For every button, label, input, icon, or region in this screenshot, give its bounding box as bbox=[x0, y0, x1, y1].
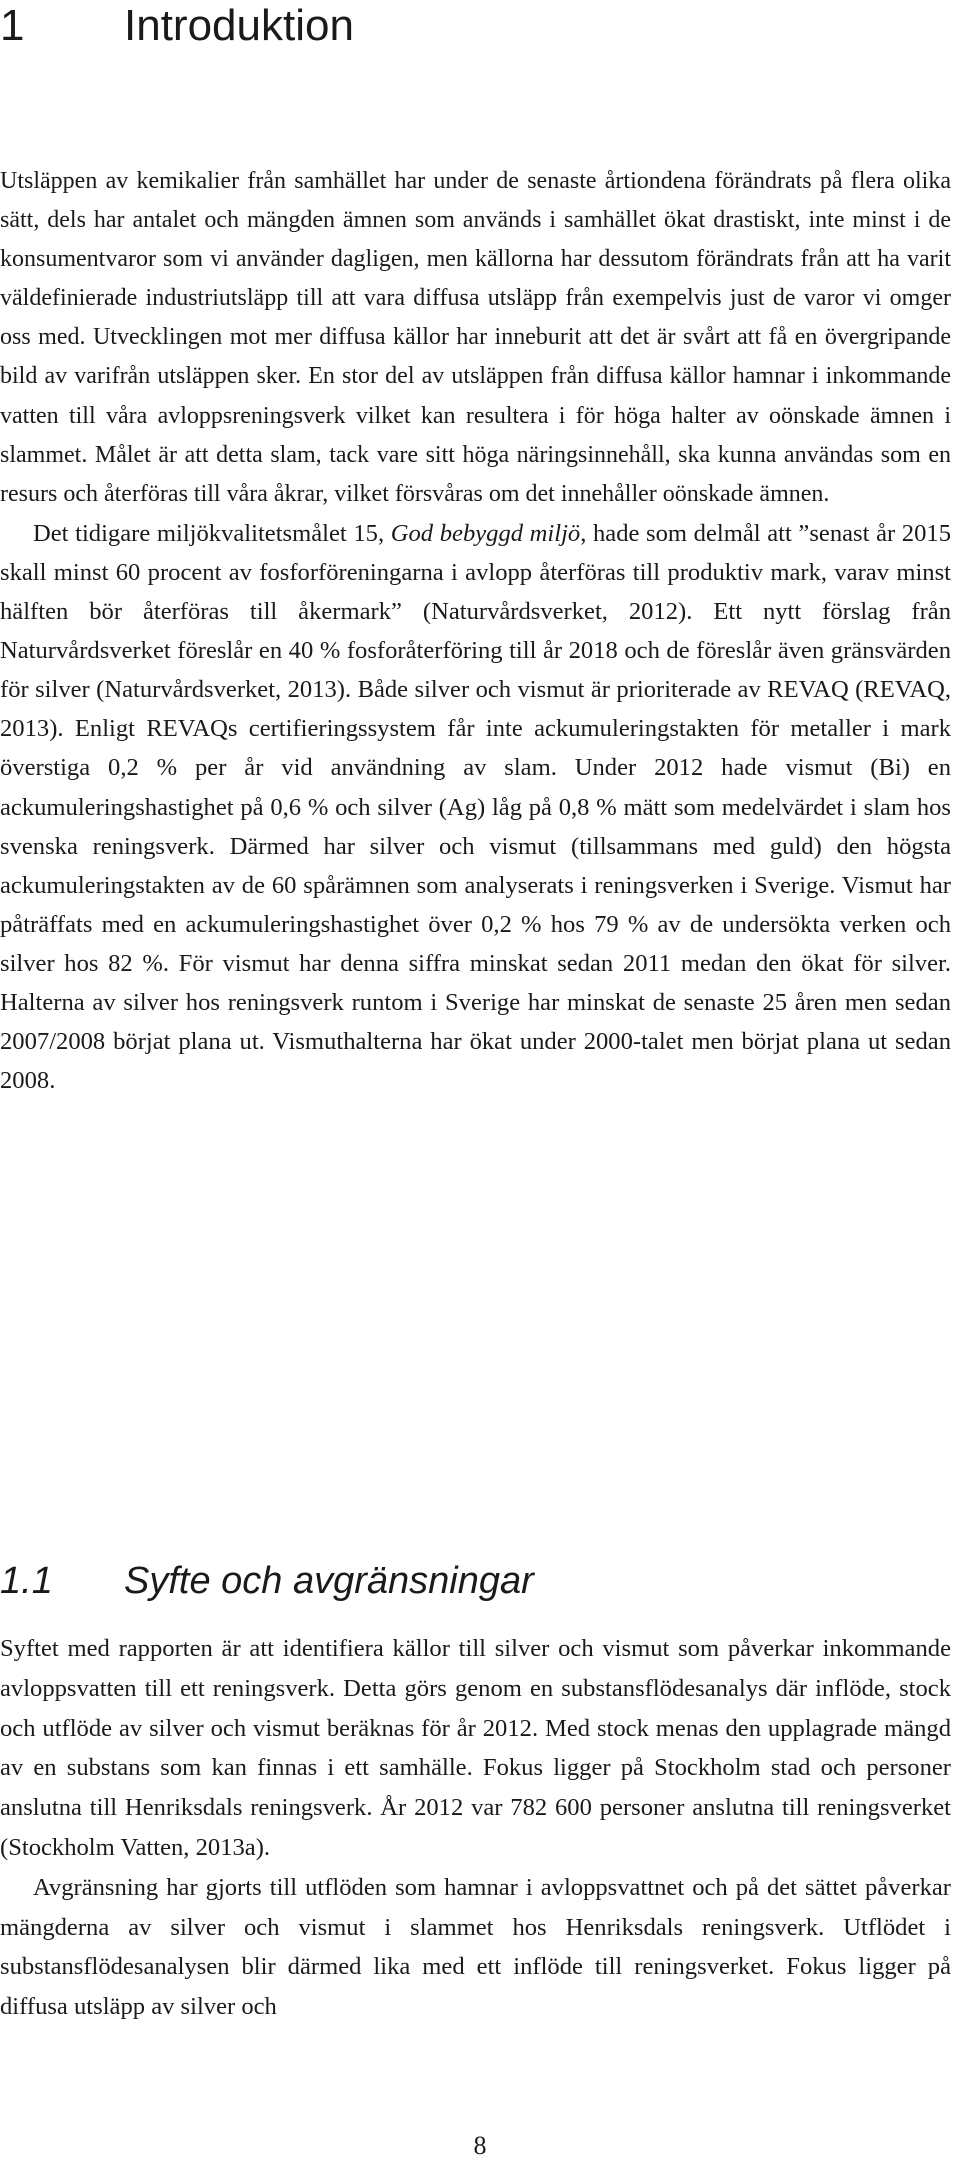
intro-paragraph-2 bbox=[0, 514, 951, 1100]
intro-paragraph-2-start: Det tidigare miljökvalitetsmålet 15, bbox=[33, 519, 391, 547]
intro-body bbox=[0, 162, 951, 1100]
section-paragraph-1: Syftet med rapporten är att identifiera källor till silver och vismut som påverkar inkommande avloppsvatten till ett reningsverk. Detta görs genom en substansflödesanalys där inflöde, stock och utflöde av silver och vismut beräknas för år 2012. Med stock menas den upplagrade mängd av en substans som kan finnas i ett samhälle. Fokus ligger på Stockholm stad och personer anslutna till Henriksdals reningsverk. År 2012 var 782 600 personer anslutna till reningsverket (Stockholm Vatten, 2013a). bbox=[0, 1635, 951, 1861]
goal-name-italic: God bebyggd miljö bbox=[390, 519, 581, 547]
section-heading bbox=[0, 1558, 534, 1604]
intro-paragraph-2-rest: , hade som delmål att ”senast år 2015 skall minst 60 procent av fosforföreningarna i avlopp återföras till produktiv mark, varav minst hälften bör återföras till åkermark” (Naturvårdsverket, 2012). Ett nytt förslag från Naturvårdsverket föreslår en 40 % fosforåterföring till år 2018 och de föreslår även gränsvärden för silver (Naturvårdsverket, 2013). Både silver och vismut är prioriterade av REVAQ (REVAQ, 2013). Enligt REVAQs certifieringssystem får inte ackumuleringstakten för metaller i mark överstiga 0,2 % per år vid användning av slam. Under 2012 hade vismut (Bi) en ackumuleringshastighet på 0,6 % och silver (Ag) låg på 0,8 % mätt som medelvärdet i slam hos svenska reningsverk. Därmed har silver och vismut (tillsammans med guld) den högsta ackumuleringstakten av de 60 spårämnen som analyserats i reningsverken i Sverige. Vismut har påträffats med en ackumuleringshastighet över 0,2 % hos 79 % av de undersökta verken och silver hos 82 %. För vismut har denna siffra minskat sedan 2011 medan den ökat för silver. Halterna av silver hos reningsverk runtom i Sverige har minskat de senaste 25 åren men sedan 2007/2008 börjat plana ut. Vismuthalterna har ökat under 2000-talet men börjat plana ut sedan 2008. bbox=[0, 519, 951, 1095]
section-paragraph-2: Avgränsning har gjorts till utflöden som hamnar i avloppsvattnet och på det sättet påverkar mängderna av silver och vismut i slammet hos Henriksdals reningsverk. Utflödet i substansflödesanalysen blir därmed lika med ett inflöde till reningsverket. Fokus ligger på diffusa utsläpp av silver och bbox=[0, 1873, 951, 2021]
chapter-title: Introduktion bbox=[124, 1, 354, 50]
page-number: 8 bbox=[473, 2131, 487, 2160]
intro-paragraph-1: Utsläppen av kemikalier från samhället har under de senaste årtiondena förändrats på flera olika sätt, dels har antalet och mängden ämnen som används i samhället ökat drastiskt, inte minst i de konsumentvaror som vi använder dagligen, men källorna har dessutom förändrats från att ha varit väldefinierade industriutsläpp till att vara diffusa utsläpp från exempelvis just de varor vi omger oss med. Utvecklingen mot mer diffusa källor har inneburit att det är svårt att få en övergripande bild av varifrån utsläppen sker. En stor del av utsläppen från diffusa källor hamnar i inkommande vatten till våra avloppsreningsverk vilket kan resultera i för höga halter av oönskade ämnen i slammet. Målet är att detta slam, tack vare sitt höga näringsinnehåll, ska kunna användas som en resurs och återföras till våra åkrar, vilket försvåras om det innehåller oönskade ämnen. bbox=[0, 168, 951, 507]
chapter-heading bbox=[0, 0, 354, 52]
section-title: Syfte och avgränsningar bbox=[124, 1560, 534, 1602]
chapter-number: 1 bbox=[0, 1, 25, 50]
section-number: 1.1 bbox=[0, 1560, 53, 1602]
section-body bbox=[0, 1629, 951, 2027]
